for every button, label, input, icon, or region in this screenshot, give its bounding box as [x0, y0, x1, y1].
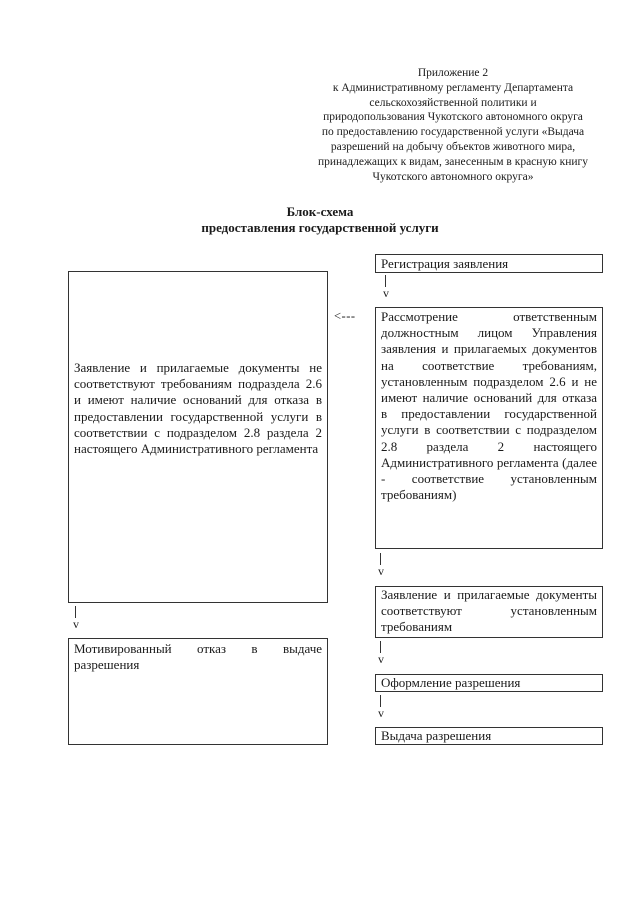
- refusal-box: [68, 638, 328, 745]
- arrow-down-right-3: [378, 641, 384, 666]
- arrow-head: v: [383, 286, 389, 300]
- preparation-box: [375, 674, 603, 692]
- arrow-down-left-1: [73, 606, 79, 631]
- annex-line: принадлежащих к видам, занесенным в красную книгу: [317, 155, 589, 168]
- annex-line: к Административному регламенту Департамента: [332, 81, 574, 94]
- registration-text: Регистрация заявления: [381, 256, 509, 271]
- annex-line: природопользования Чукотского автономного округа: [323, 111, 583, 124]
- review-box: [375, 307, 603, 549]
- compliant-text: Заявление и прилагаемые документы соответствуют установленным требованиям: [381, 587, 597, 635]
- arrow-head: v: [378, 564, 384, 578]
- annex-line: разрешений на добычу объектов животного мира,: [330, 140, 576, 153]
- annex-line: сельскохозяйственной политики и: [369, 96, 537, 109]
- annex-line: Приложение 2: [417, 67, 489, 79]
- not-compliant-box: [68, 271, 328, 603]
- refusal-text: Мотивированный отказ в выдаче разрешения: [74, 641, 322, 673]
- arrow-head: v: [73, 617, 79, 631]
- not-compliant-text: Заявление и прилагаемые документы не соответствуют требованиям подраздела 2.6 и имеют наличие оснований для отказа в предоставлении государственной услуги в соответствии с подразделом 2.8 раздела 2 настоящего Административного регламента: [74, 360, 322, 457]
- issuance-text: Выдача разрешения: [381, 728, 492, 743]
- page-title: [0, 204, 640, 236]
- annex-header: [288, 66, 618, 184]
- annex-line: по предоставлению государственной услуги «Выдача: [321, 126, 585, 139]
- arrow-down-right-1: [383, 275, 389, 300]
- arrow-down-right-4: [378, 695, 384, 720]
- title-line-1: Блок-схема: [286, 204, 354, 219]
- arrow-down-right-2: [378, 553, 384, 578]
- arrow-head: v: [378, 706, 384, 720]
- arrow-head: v: [378, 652, 384, 666]
- title-line-2: предоставления государственной услуги: [201, 220, 439, 235]
- preparation-text: Оформление разрешения: [381, 675, 521, 690]
- registration-box: [375, 254, 603, 273]
- arrow-left: <---: [334, 309, 356, 323]
- review-text: Рассмотрение ответственным должностным лицом Управления заявления и прилагаемых документов на соответствие требованиям, установленным подразделом 2.6 и не имеют наличие оснований для отказа в предоставлении государственной услуги в соответствии с подразделом 2.8 раздела 2 настоящего Административного регламента (далее - соответствие установленным требованиям): [381, 309, 597, 503]
- issuance-box: [375, 727, 603, 745]
- annex-line: Чукотского автономного округа»: [372, 170, 534, 183]
- compliant-box: [375, 586, 603, 638]
